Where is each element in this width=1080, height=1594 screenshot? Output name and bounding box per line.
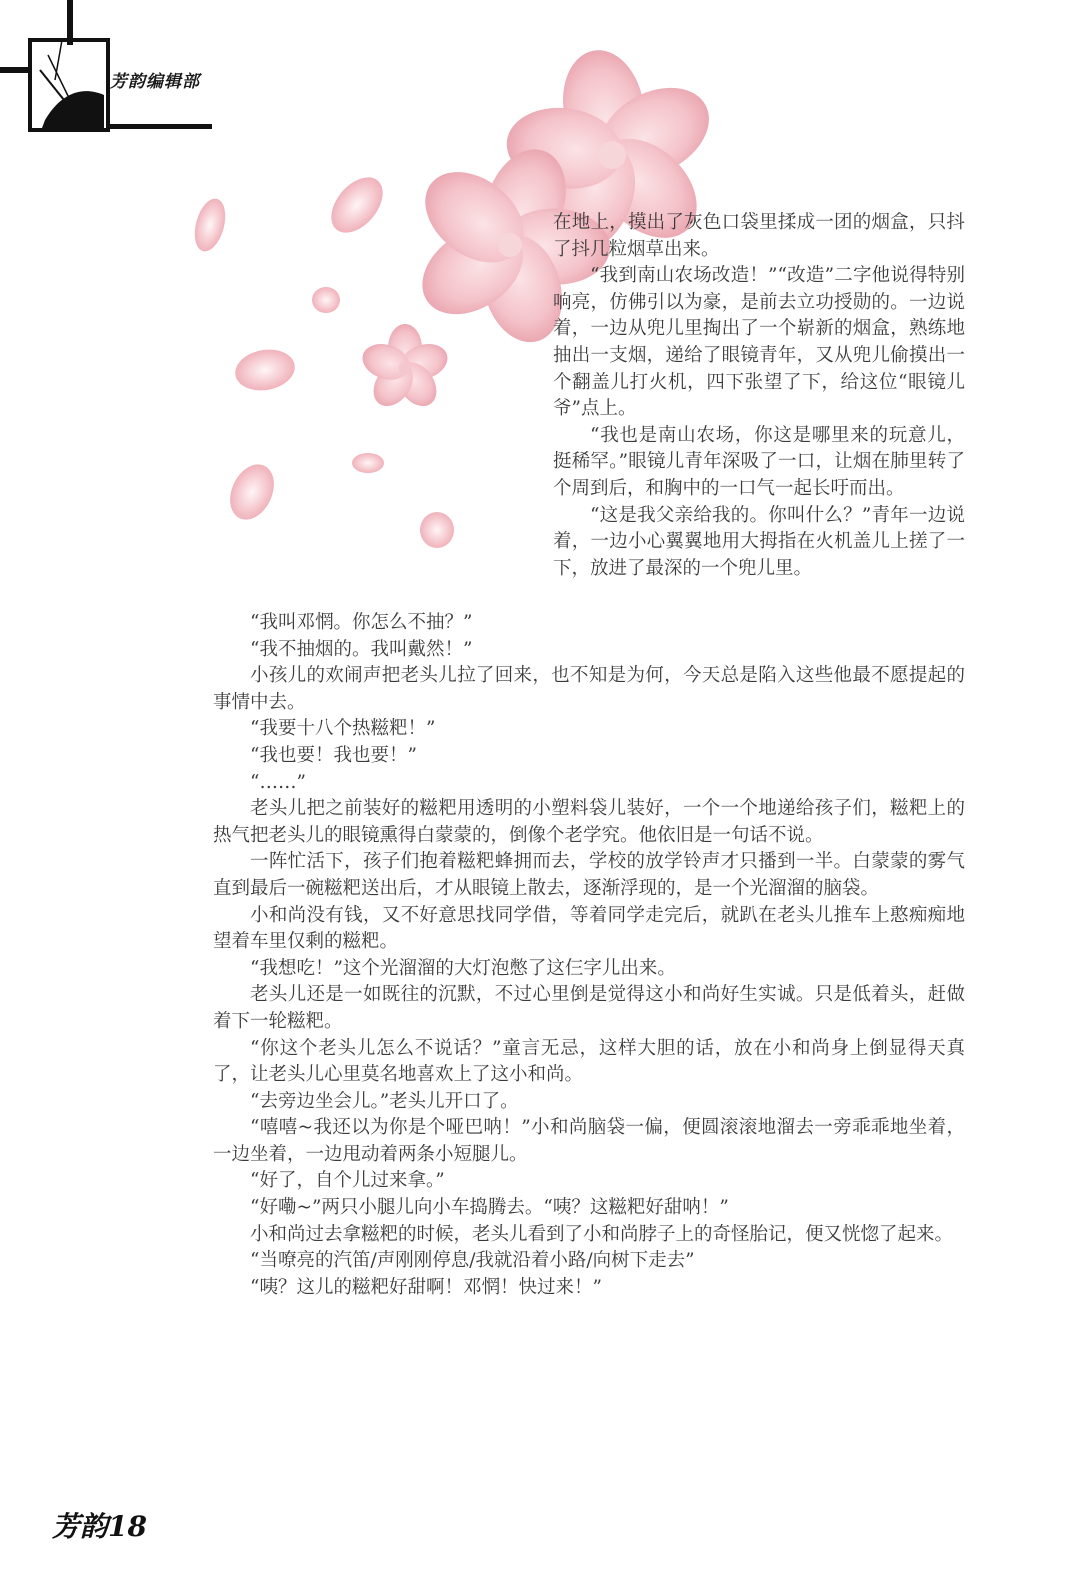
petal-icon	[189, 195, 230, 254]
paragraph: 小孩儿的欢闹声把老头儿拉了回来，也不知是为何，今天总是陷入这些他最不愿提起的事情中去。	[213, 665, 965, 713]
petal-icon	[420, 512, 454, 548]
paragraph: “我不抽烟的。我叫戴然！”	[250, 638, 473, 660]
paragraph: 一阵忙活下，孩子们抱着糍粑蜂拥而去，学校的放学铃声才只播到一半。白蒙蒙的雾气直到最后一碗糍粑送出后，才从眼镜上散去，逐渐浮现的，是一个光溜溜的脑袋。	[213, 851, 965, 899]
paragraph: 老头儿还是一如既往的沉默，不过心里倒是觉得这小和尚好生实诚。只是低着头，赶做着下一轮糍粑。	[213, 984, 965, 1032]
paragraph: “我要十八个热糍粑！”	[250, 718, 436, 740]
paragraph: “去旁边坐会儿。”老头儿开口了。	[250, 1090, 519, 1112]
petal-icon	[312, 287, 340, 313]
paragraph: “我到南山农场改造！”“改造”二字他说得特别响亮，仿佛引以为豪，是前去立功授勋的。一边说着，一边从兜儿里掏出了一个崭新的烟盒，熟练地抽出一支烟，递给了眼镜青年，又从兜儿偷摸出一个翻盖儿打火机，四下张望了下，给这位“眼镜儿爷”点上。	[553, 265, 965, 420]
paragraph: “你这个老头儿怎么不说话？”童言无忌，这样大胆的话，放在小和尚身上倒显得天真了，让老头儿心里莫名地喜欢上了这小和尚。	[213, 1037, 965, 1086]
paragraph: 小和尚过去拿糍粑的时候，老头儿看到了小和尚脖子上的奇怪胎记，便又恍惚了起来。	[250, 1223, 954, 1245]
paragraph: “我叫邓惘。你怎么不抽？”	[250, 612, 473, 633]
paragraph: “咦？这儿的糍粑好甜啊！邓惘！快过来！”	[250, 1276, 602, 1298]
main-text-column	[213, 610, 965, 1301]
paragraph: “这是我父亲给我的。你叫什么？”青年一边说着，一边小心翼翼地用大拇指在火机盖儿上搓了一下，放进了最深的一个兜儿里。	[553, 504, 965, 579]
paragraph: “我也是南山农场，你这是哪里来的玩意儿，挺稀罕。”眼镜儿青年深吸了一口，让烟在肺里转了个周到后，和胸中的一口气一起长吁而出。	[553, 424, 965, 499]
paragraph: 小和尚没有钱，又不好意思找同学借，等着同学走完后，就趴在老头儿推车上憨痴痴地望着车里仅剩的糍粑。	[213, 904, 965, 953]
header-title: 芳韵编辑部	[110, 72, 200, 92]
paragraph: “好嘞~”两只小腿儿向小车捣腾去。“咦？这糍粑好甜呐！”	[250, 1197, 729, 1219]
paragraph: “……”	[250, 771, 306, 793]
page-folio: 芳韵18	[52, 1510, 147, 1543]
petal-icon	[222, 457, 283, 526]
petal-icon	[352, 453, 384, 473]
petal-icon	[232, 345, 298, 395]
paragraph: “嘻嘻~我还以为你是个哑巴呐！”小和尚脑袋一偏，便圆滚滚地溜去一旁乖乖地坐着，一边坐着，一边甩动着两条小短腿儿。	[213, 1117, 965, 1165]
paragraph: “当嘹亮的汽笛/声刚刚停息/我就沿着小路/向树下走去”	[250, 1250, 695, 1272]
paragraph: “我也要！我也要！”	[250, 744, 417, 766]
small-blossom-icon	[358, 324, 452, 414]
paragraph: “我想吃！”这个光溜溜的大灯泡憋了这仨字儿出来。	[250, 957, 676, 979]
paragraph: “好了，自个儿过来拿。”	[250, 1170, 445, 1192]
top-text-column	[553, 210, 965, 582]
paragraph: 在地上，摸出了灰色口袋里揉成一团的烟盒，只抖了抖几粒烟草出来。	[553, 212, 965, 260]
petal-icon	[321, 168, 393, 243]
paragraph: 老头儿把之前装好的糍粑用透明的小塑料袋儿装好，一个一个地递给孩子们，糍粑上的热气把老头儿的眼镜熏得白蒙蒙的，倒像个老学究。他依旧是一句话不说。	[213, 798, 965, 846]
